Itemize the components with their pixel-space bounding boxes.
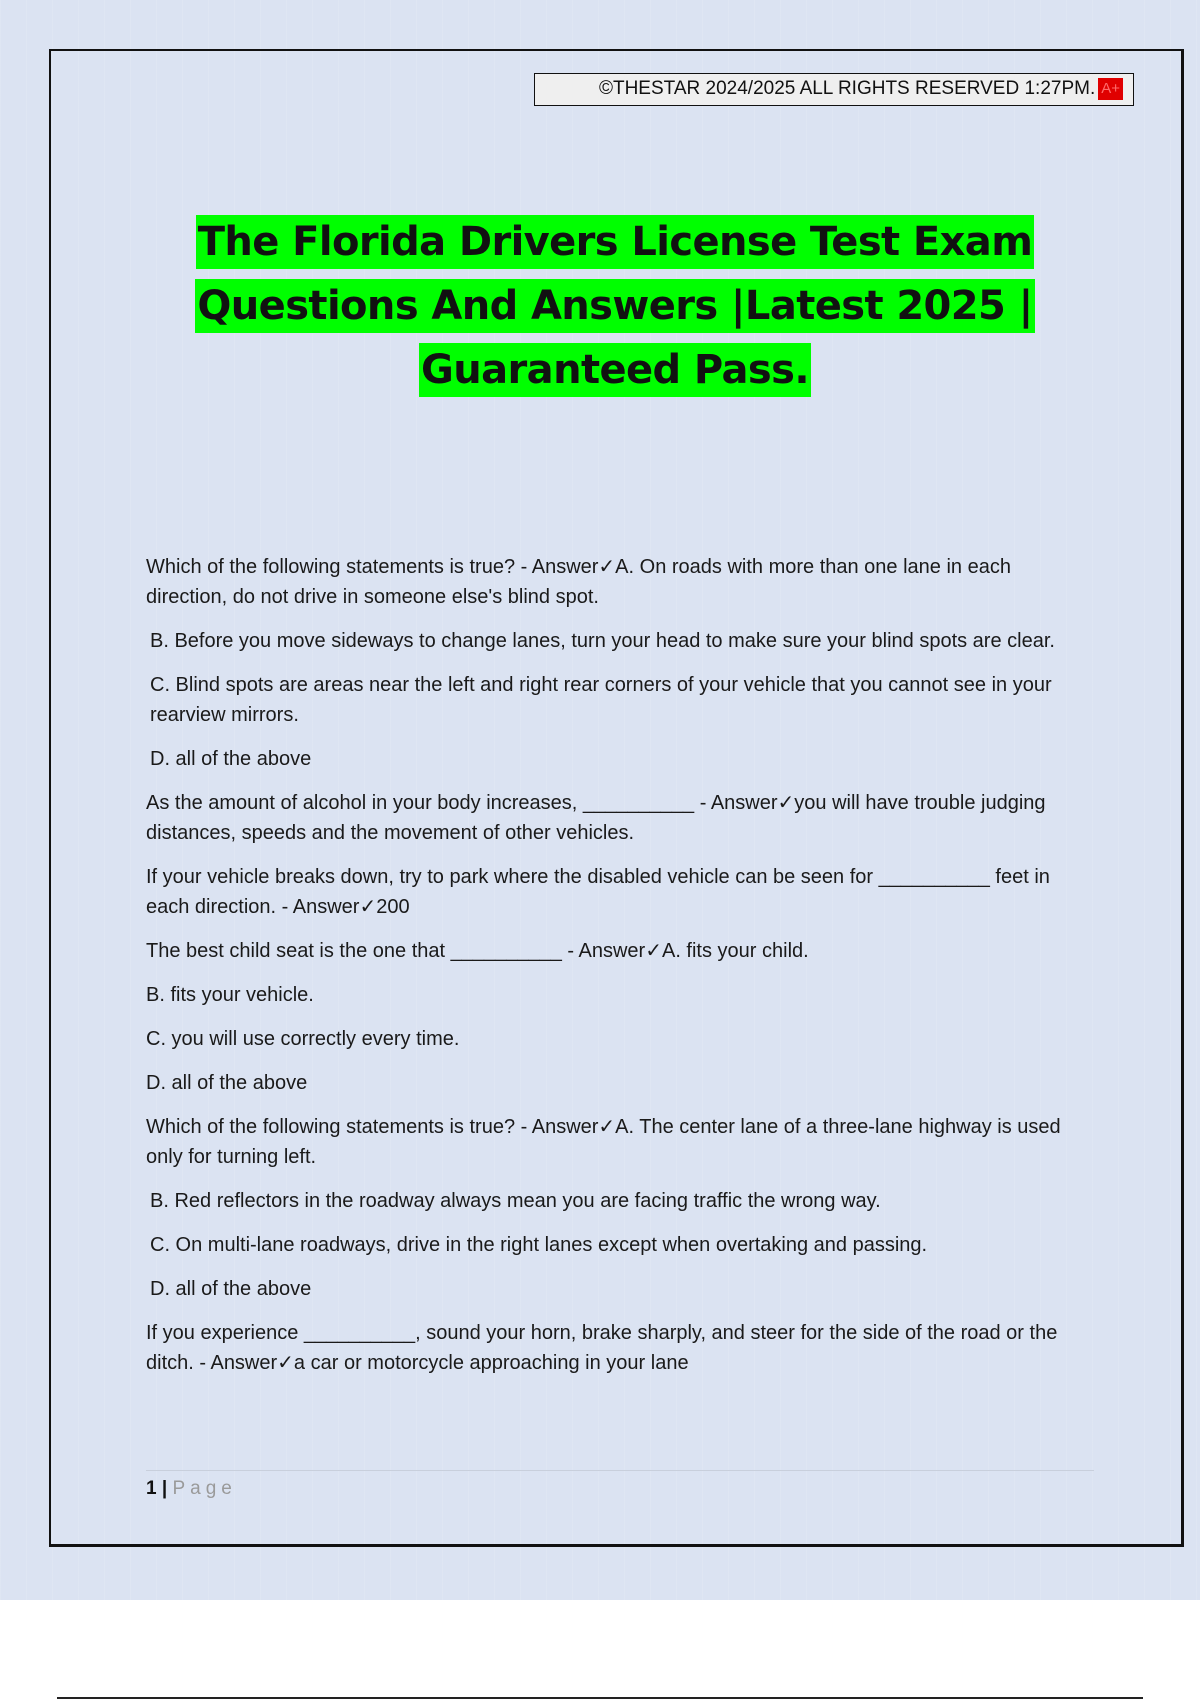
document-title <box>140 210 1090 402</box>
title-line-3: Guaranteed Pass. <box>419 343 811 397</box>
answer-option: B. Before you move sideways to change lanes, turn your head to make sure your blind spots are clear. <box>150 630 1055 652</box>
question-paragraph: If you experience __________, sound your horn, brake sharply, and steer for the side of the road or the ditch. - Answer✓a car or motorcycle approaching in your lane <box>146 1322 1058 1374</box>
answer-option: B. fits your vehicle. <box>146 984 314 1006</box>
question-paragraph: The best child seat is the one that __________ - Answer✓A. fits your child. <box>146 940 809 962</box>
answer-option: D. all of the above <box>150 1278 312 1300</box>
answer-option: C. Blind spots are areas near the left and right rear corners of your vehicle that you cannot see in your rearview mirrors. <box>150 674 1052 726</box>
bottom-divider <box>57 1697 1143 1699</box>
footer-separator: | <box>161 1478 168 1499</box>
page-number: 1 <box>146 1478 157 1499</box>
copyright-header <box>534 73 1134 106</box>
grade-badge: A+ <box>1098 78 1123 100</box>
question-paragraph: Which of the following statements is true? - Answer✓A. The center lane of a three-lane highway is used only for turning left. <box>146 1116 1061 1168</box>
question-paragraph: Which of the following statements is true? - Answer✓A. On roads with more than one lane in each direction, do not drive in someone else's blind spot. <box>146 556 1011 608</box>
answer-option: D. all of the above <box>146 1072 308 1094</box>
answer-option: D. all of the above <box>150 748 312 770</box>
question-paragraph: If your vehicle breaks down, try to park where the disabled vehicle can be seen for __________ feet in each direction. - Answer✓200 <box>146 866 1050 918</box>
answer-option: B. Red reflectors in the roadway always mean you are facing traffic the wrong way. <box>150 1190 881 1212</box>
answer-option: C. On multi-lane roadways, drive in the right lanes except when overtaking and passing. <box>150 1234 928 1256</box>
copyright-text: ©THESTAR 2024/2025 ALL RIGHTS RESERVED 1:27PM. <box>598 78 1096 99</box>
question-list <box>146 552 1094 1392</box>
title-line-2: Questions And Answers |Latest 2025 | <box>195 279 1034 333</box>
title-line-1: The Florida Drivers License Test Exam <box>196 215 1035 269</box>
question-paragraph: As the amount of alcohol in your body increases, __________ - Answer✓you will have trouble judging distances, speeds and the movement of other vehicles. <box>146 792 1046 844</box>
page-footer <box>146 1470 1094 1501</box>
answer-option: C. you will use correctly every time. <box>146 1028 460 1050</box>
page-label: Page <box>172 1478 237 1499</box>
